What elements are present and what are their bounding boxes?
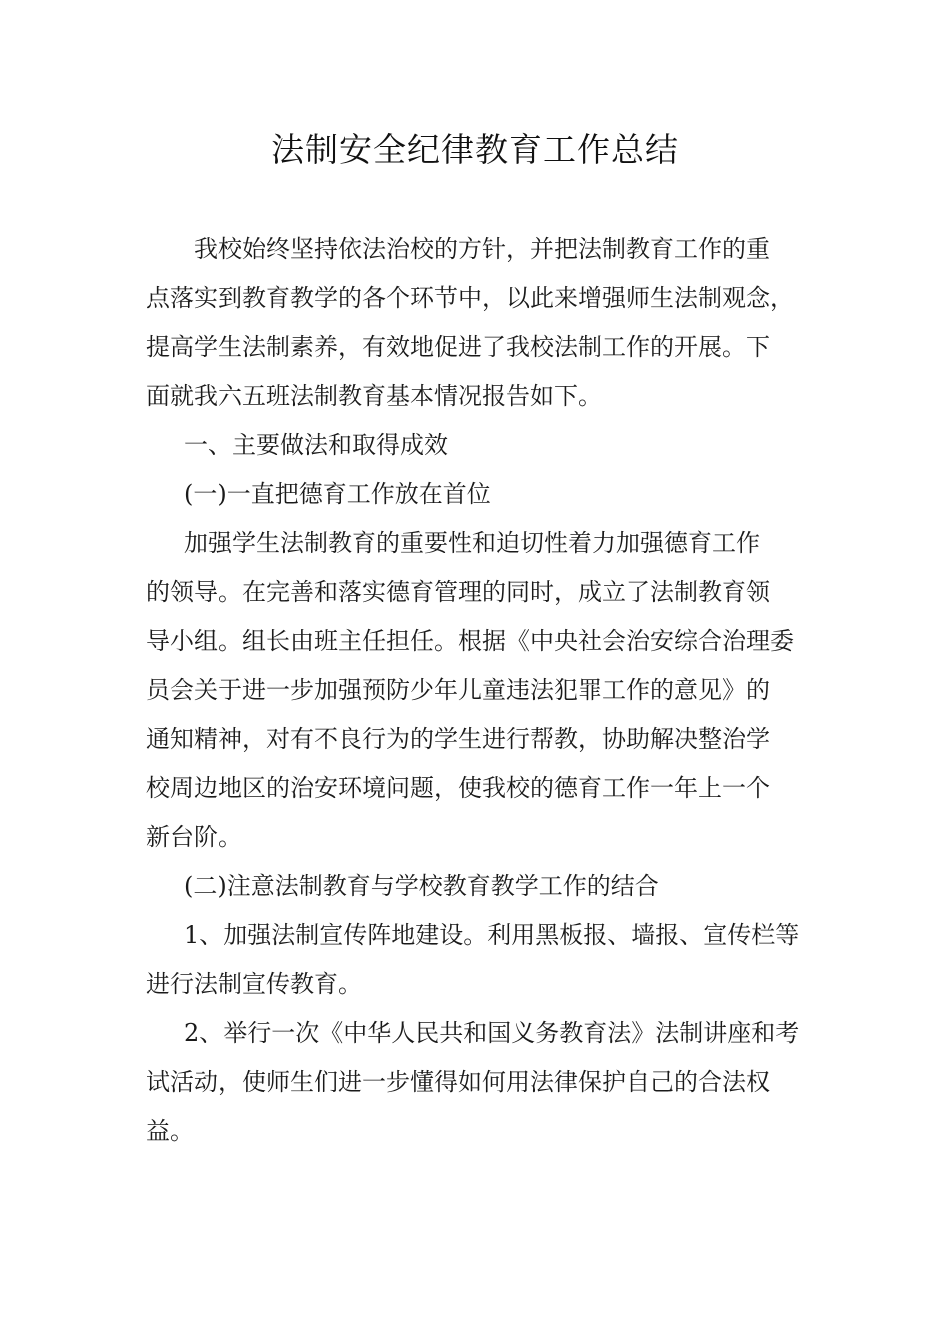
- paragraph-moral-education: [146, 519, 810, 862]
- text-line: 1、加强法制宣传阵地建设。利用黑板报、墙报、宣传栏等: [184, 921, 800, 949]
- text-line: 校周边地区的治安环境问题，使我校的德育工作一年上一个: [146, 774, 770, 802]
- text-line: (二)注意法制教育与学校教育教学工作的结合: [184, 872, 659, 900]
- document-body: [146, 225, 810, 1156]
- text-line: 新台阶。: [146, 823, 242, 851]
- text-line: 试活动，使师生们进一步懂得如何用法律保护自己的合法权: [146, 1068, 770, 1096]
- text-line: 加强学生法制教育的重要性和迫切性着力加强德育工作: [184, 529, 760, 557]
- text-line: 的领导。在完善和落实德育管理的同时，成立了法制教育领: [146, 578, 770, 606]
- paragraph-item-2: [146, 1009, 810, 1156]
- text-line: 一、主要做法和取得成效: [184, 431, 448, 459]
- document-title: 法制安全纪律教育工作总结: [271, 130, 679, 169]
- text-line: 我校始终坚持依法治校的方针，并把法制教育工作的重: [194, 235, 770, 263]
- text-line: 导小组。组长由班主任担任。根据《中央社会治安综合治理委: [146, 627, 794, 655]
- text-line: 面就我六五班法制教育基本情况报告如下。: [146, 382, 602, 410]
- text-line: 提高学生法制素养，有效地促进了我校法制工作的开展。下: [146, 333, 770, 361]
- text-line: 通知精神，对有不良行为的学生进行帮教，协助解决整治学: [146, 725, 770, 753]
- text-line: 员会关于进一步加强预防少年儿童违法犯罪工作的意见》的: [146, 676, 770, 704]
- text-line: 益。: [146, 1117, 194, 1145]
- text-line: 进行法制宣传教育。: [146, 970, 362, 998]
- text-line: 点落实到教育教学的各个环节中，以此来增强师生法制观念，: [146, 284, 794, 312]
- paragraph-item-1: [146, 911, 810, 1009]
- subsection-heading: [146, 862, 810, 911]
- text-line: (一)一直把德育工作放在首位: [184, 480, 491, 508]
- paragraph-intro: [146, 225, 810, 421]
- text-line: 2、举行一次《中华人民共和国义务教育法》法制讲座和考: [184, 1019, 800, 1047]
- subsection-heading: [146, 470, 810, 519]
- section-heading: [146, 421, 810, 470]
